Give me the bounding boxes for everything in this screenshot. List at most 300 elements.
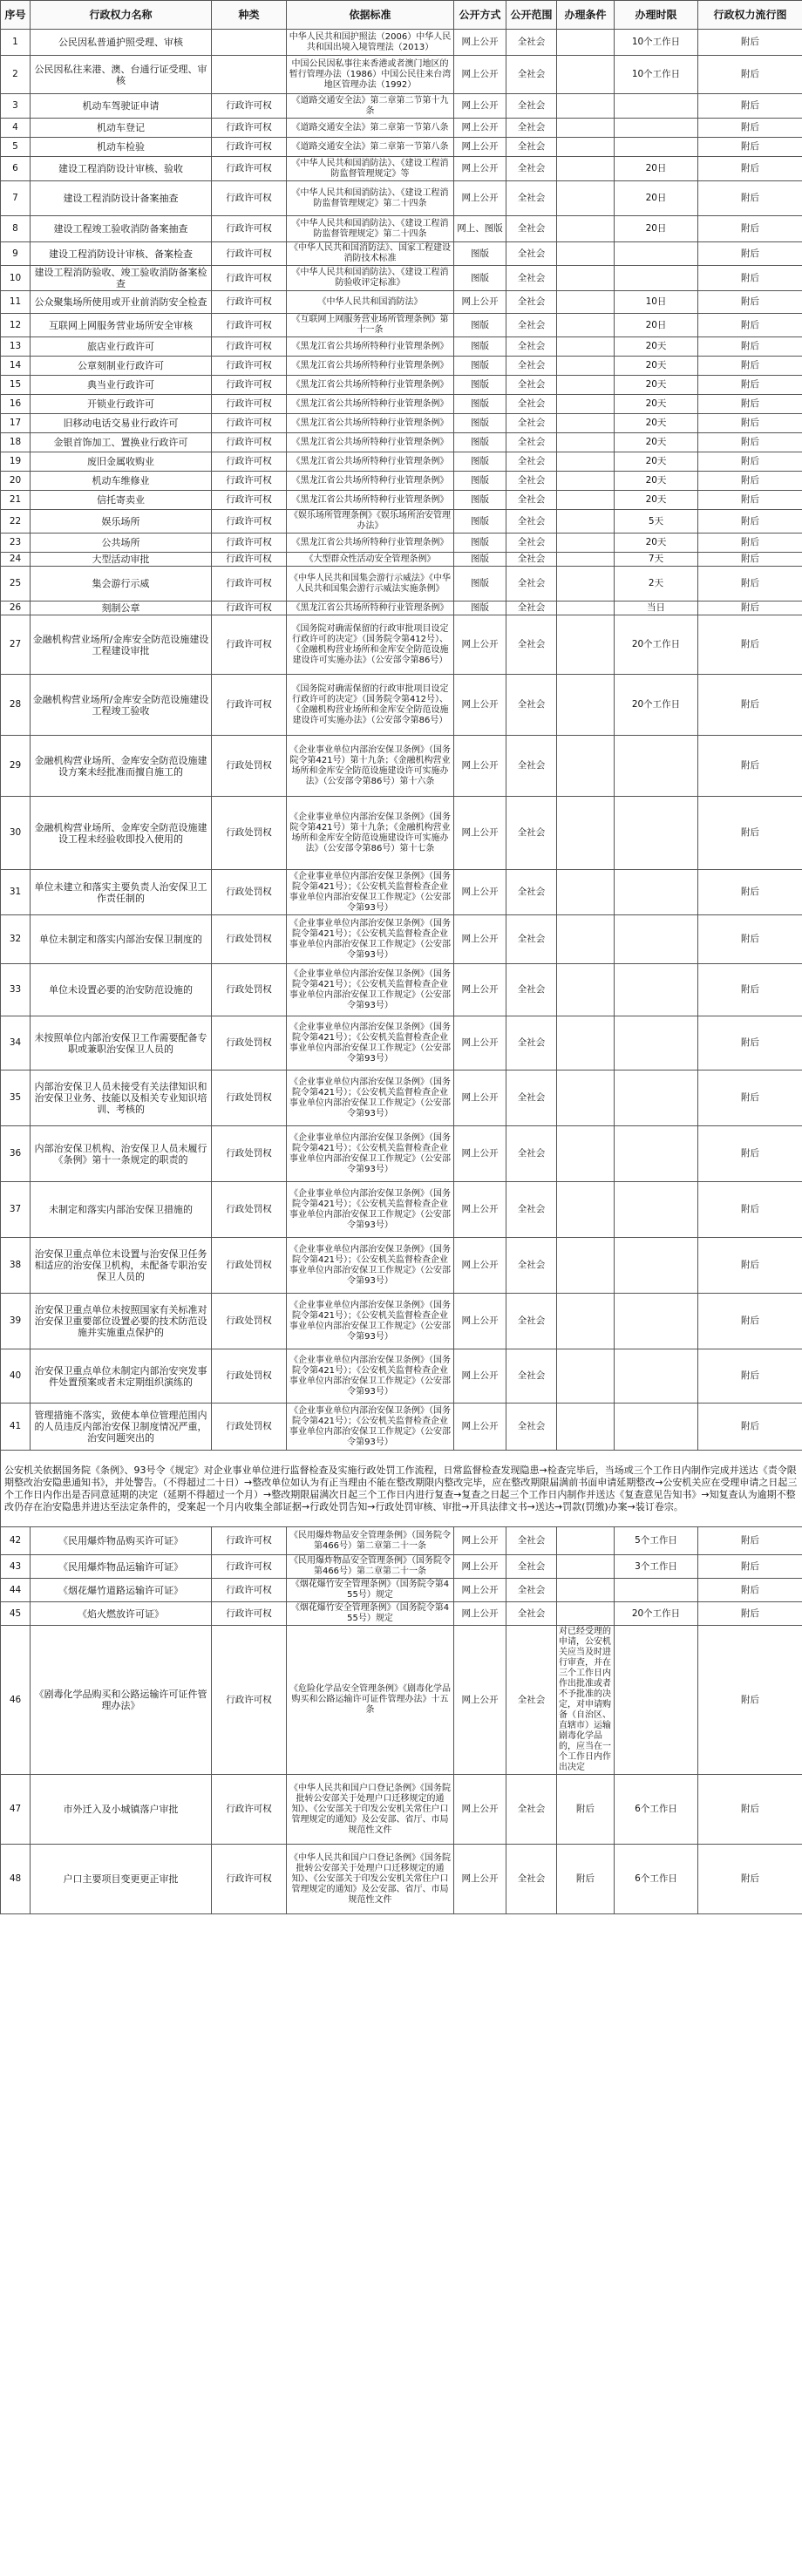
condition-cell xyxy=(557,452,615,472)
scope-cell: 全社会 xyxy=(506,472,557,491)
flowchart-cell: 附后 xyxy=(698,157,802,181)
flowchart-cell: 附后 xyxy=(698,567,802,602)
basis-cell: 《娱乐场所管理条例》《娱乐场所治安管理办法》 xyxy=(287,510,454,534)
name-cell: 刻制公章 xyxy=(31,602,212,615)
kind-cell: 行政许可权 xyxy=(212,1555,287,1579)
table-row xyxy=(1,94,802,119)
scope-cell: 全社会 xyxy=(506,1294,557,1349)
name-cell: 集会游行示威 xyxy=(31,567,212,602)
condition-cell xyxy=(557,472,615,491)
kind-cell: 行政许可权 xyxy=(212,1527,287,1555)
name-cell: 建设工程消防验收、竣工验收消防备案检查 xyxy=(31,266,212,291)
table-row xyxy=(1,602,802,615)
seq-cell: 9 xyxy=(1,242,31,266)
table-row xyxy=(1,138,802,157)
method-cell: 图版 xyxy=(454,553,506,567)
table-row xyxy=(1,534,802,553)
scope-cell: 全社会 xyxy=(506,433,557,452)
name-cell: 公众聚集场所使用或开业前消防安全检查 xyxy=(31,291,212,314)
table-row xyxy=(1,242,802,266)
table-row xyxy=(1,433,802,452)
condition-cell xyxy=(557,1602,615,1626)
name-cell: 《烟花爆竹道路运输许可证》 xyxy=(31,1579,212,1602)
flowchart-cell: 附后 xyxy=(698,491,802,510)
time-limit-cell: 10个工作日 xyxy=(615,30,698,56)
kind-cell: 行政许可权 xyxy=(212,433,287,452)
time-limit-cell: 20天 xyxy=(615,376,698,395)
column-header: 行政权力名称 xyxy=(31,1,212,30)
method-cell: 网上、图版 xyxy=(454,216,506,242)
basis-cell: 《中华人民共和国消防法》 xyxy=(287,291,454,314)
column-header: 办理时限 xyxy=(615,1,698,30)
condition-cell xyxy=(557,357,615,376)
basis-cell: 《企业事业单位内部治安保卫条例》（国务院令第421号）；《公安机关监督检查企业事业单位内部治安保卫工作规定》（公安部令第93号） xyxy=(287,1404,454,1451)
time-limit-cell: 6个工作日 xyxy=(615,1845,698,1914)
kind-cell xyxy=(212,56,287,94)
basis-cell: 《企业事业单位内部治安保卫条例》（国务院令第421号）；《公安机关监督检查企业事业单位内部治安保卫工作规定》（公安部令第93号） xyxy=(287,915,454,964)
method-cell: 网上公开 xyxy=(454,157,506,181)
scope-cell: 全社会 xyxy=(506,56,557,94)
seq-cell: 45 xyxy=(1,1602,31,1626)
scope-cell: 全社会 xyxy=(506,491,557,510)
seq-cell: 36 xyxy=(1,1126,31,1182)
kind-cell: 行政处罚权 xyxy=(212,1349,287,1404)
name-cell: 典当业行政许可 xyxy=(31,376,212,395)
time-limit-cell xyxy=(615,736,698,797)
basis-cell: 《道路交通安全法》第二章第一节第八条 xyxy=(287,138,454,157)
condition-cell xyxy=(557,138,615,157)
flowchart-cell: 附后 xyxy=(698,337,802,357)
seq-cell: 20 xyxy=(1,472,31,491)
kind-cell: 行政许可权 xyxy=(212,119,287,138)
kind-cell: 行政处罚权 xyxy=(212,736,287,797)
condition-cell xyxy=(557,291,615,314)
method-cell: 图版 xyxy=(454,452,506,472)
column-header: 序号 xyxy=(1,1,31,30)
method-cell: 网上公开 xyxy=(454,1579,506,1602)
method-cell: 网上公开 xyxy=(454,1775,506,1845)
kind-cell: 行政许可权 xyxy=(212,491,287,510)
table-row xyxy=(1,291,802,314)
name-cell: 金融机构营业场所/金库安全防范设施建设工程建设审批 xyxy=(31,615,212,675)
seq-cell: 42 xyxy=(1,1527,31,1555)
scope-cell: 全社会 xyxy=(506,915,557,964)
name-cell: 治安保卫重点单位未制定内部治安突发事件处置预案或者未定期组织演练的 xyxy=(31,1349,212,1404)
time-limit-cell xyxy=(615,870,698,915)
scope-cell: 全社会 xyxy=(506,266,557,291)
time-limit-cell: 20天 xyxy=(615,337,698,357)
name-cell: 废旧金属收购业 xyxy=(31,452,212,472)
kind-cell: 行政许可权 xyxy=(212,216,287,242)
table-body xyxy=(1,30,802,1914)
kind-cell: 行政许可权 xyxy=(212,553,287,567)
name-cell: 旅店业行政许可 xyxy=(31,337,212,357)
name-cell: 信托寄卖业 xyxy=(31,491,212,510)
seq-cell: 25 xyxy=(1,567,31,602)
seq-cell: 4 xyxy=(1,119,31,138)
flowchart-cell: 附后 xyxy=(698,357,802,376)
name-cell: 建设工程消防设计备案抽查 xyxy=(31,181,212,216)
kind-cell: 行政处罚权 xyxy=(212,915,287,964)
time-limit-cell: 20天 xyxy=(615,491,698,510)
flowchart-cell: 附后 xyxy=(698,242,802,266)
basis-cell: 《企业事业单位内部治安保卫条例》（国务院令第421号）第十九条；《金融机构营业场所和金库安全防范设施建设许可实施办法》（公安部令第86号）第十七条 xyxy=(287,797,454,870)
condition-cell xyxy=(557,553,615,567)
flowchart-cell: 附后 xyxy=(698,266,802,291)
time-limit-cell: 20日 xyxy=(615,157,698,181)
basis-cell: 《黑龙江省公共场所特种行业管理条例》 xyxy=(287,376,454,395)
seq-cell: 7 xyxy=(1,181,31,216)
condition-cell xyxy=(557,1294,615,1349)
scope-cell: 全社会 xyxy=(506,602,557,615)
condition-cell xyxy=(557,1404,615,1451)
table-row xyxy=(1,119,802,138)
process-note-row xyxy=(1,1451,802,1527)
condition-cell xyxy=(557,157,615,181)
basis-cell: 《民用爆炸物品安全管理条例》（国务院令第466号）第二章第二十一条 xyxy=(287,1555,454,1579)
basis-cell: 《企业事业单位内部治安保卫条例》（国务院令第421号）；《公安机关监督检查企业事业单位内部治安保卫工作规定》（公安部令第93号） xyxy=(287,1071,454,1126)
seq-cell: 21 xyxy=(1,491,31,510)
flowchart-cell: 附后 xyxy=(698,414,802,433)
column-header: 依据标准 xyxy=(287,1,454,30)
method-cell: 图版 xyxy=(454,602,506,615)
method-cell: 图版 xyxy=(454,567,506,602)
scope-cell: 全社会 xyxy=(506,357,557,376)
method-cell: 网上公开 xyxy=(454,1555,506,1579)
seq-cell: 5 xyxy=(1,138,31,157)
kind-cell: 行政许可权 xyxy=(212,675,287,736)
basis-cell: 《企业事业单位内部治安保卫条例》（国务院令第421号）；《公安机关监督检查企业事业单位内部治安保卫工作规定》（公安部令第93号） xyxy=(287,1238,454,1294)
scope-cell: 全社会 xyxy=(506,414,557,433)
column-header: 公开方式 xyxy=(454,1,506,30)
basis-cell: 《互联网上网服务营业场所管理条例》第十一条 xyxy=(287,314,454,337)
method-cell: 图版 xyxy=(454,266,506,291)
scope-cell: 全社会 xyxy=(506,1602,557,1626)
name-cell: 互联网上网服务营业场所安全审核 xyxy=(31,314,212,337)
basis-cell: 《中华人民共和国消防法》、国家工程建设消防技术标准 xyxy=(287,242,454,266)
name-cell: 单位未制定和落实内部治安保卫制度的 xyxy=(31,915,212,964)
condition-cell xyxy=(557,1016,615,1071)
time-limit-cell: 20天 xyxy=(615,534,698,553)
time-limit-cell: 2天 xyxy=(615,567,698,602)
method-cell: 网上公开 xyxy=(454,1602,506,1626)
flowchart-cell: 附后 xyxy=(698,1579,802,1602)
time-limit-cell: 20日 xyxy=(615,314,698,337)
seq-cell: 48 xyxy=(1,1845,31,1914)
table-row xyxy=(1,1294,802,1349)
table-row xyxy=(1,1126,802,1182)
flowchart-cell: 附后 xyxy=(698,870,802,915)
time-limit-cell: 20天 xyxy=(615,395,698,414)
name-cell: 机动车维修业 xyxy=(31,472,212,491)
basis-cell: 《中华人民共和国消防法》、《建设工程消防监督管理规定》第二十四条 xyxy=(287,216,454,242)
process-note-text: 公安机关依据国务院《条例》、93号令《规定》对企业事业单位进行监督检查及实施行政处罚工作流程，日常监督检查发现隐患→检查完毕后，当场或三个工作日内制作完成并送达《责令限期整改治安隐患通知书》，并处警告。（不得超过二十日）→整改单位如认为有正当理由不能在整改期限内整改完毕，应在整改期限届满前书面申请延期整改→公安机关应在受理申请之日起三个工作日内作出是否同意延期的决定（延期不得超过一个月）→整改期限届满次日起三个工作日内进行复查→复查之日起三个工作日内制作并送达《复查意见告知书》→知复查认为逾期不整改仍存在治安隐患并进达至法定条件的，受案起一个月内收集全部证据→行政处罚告知→行政处罚审核、审批→开具法律文书→送达→罚款(罚缴)办案→装订卷宗。 xyxy=(1,1451,802,1527)
flowchart-cell: 附后 xyxy=(698,1775,802,1845)
method-cell: 网上公开 xyxy=(454,138,506,157)
basis-cell: 《企业事业单位内部治安保卫条例》（国务院令第421号）；《公安机关监督检查企业事业单位内部治安保卫工作规定》（公安部令第93号） xyxy=(287,1349,454,1404)
time-limit-cell: 20日 xyxy=(615,216,698,242)
scope-cell: 全社会 xyxy=(506,337,557,357)
name-cell: 内部治安保卫机构、治安保卫人员未履行《条例》第十一条规定的职责的 xyxy=(31,1126,212,1182)
basis-cell: 《烟花爆竹安全管理条例》（国务院令第455号）规定 xyxy=(287,1579,454,1602)
flowchart-cell: 附后 xyxy=(698,1238,802,1294)
condition-cell xyxy=(557,30,615,56)
table-row xyxy=(1,1527,802,1555)
table-row xyxy=(1,675,802,736)
method-cell: 网上公开 xyxy=(454,675,506,736)
flowchart-cell: 附后 xyxy=(698,1071,802,1126)
table-row xyxy=(1,1016,802,1071)
basis-cell: 《黑龙江省公共场所特种行业管理条例》 xyxy=(287,433,454,452)
name-cell: 开锁业行政许可 xyxy=(31,395,212,414)
method-cell: 图版 xyxy=(454,395,506,414)
condition-cell xyxy=(557,433,615,452)
scope-cell: 全社会 xyxy=(506,1626,557,1775)
condition-cell xyxy=(557,675,615,736)
condition-cell xyxy=(557,491,615,510)
table-row xyxy=(1,491,802,510)
table-row xyxy=(1,314,802,337)
seq-cell: 10 xyxy=(1,266,31,291)
basis-cell: 《中华人民共和国消防法》、《建设工程消防验收评定标准》 xyxy=(287,266,454,291)
kind-cell: 行政处罚权 xyxy=(212,870,287,915)
time-limit-cell: 10个工作日 xyxy=(615,56,698,94)
flowchart-cell: 附后 xyxy=(698,602,802,615)
name-cell: 娱乐场所 xyxy=(31,510,212,534)
name-cell: 金融机构营业场所/金库安全防范设施建设工程竣工验收 xyxy=(31,675,212,736)
condition-cell xyxy=(557,337,615,357)
seq-cell: 33 xyxy=(1,964,31,1016)
seq-cell: 24 xyxy=(1,553,31,567)
name-cell: 户口主要项目变更更正审批 xyxy=(31,1845,212,1914)
condition-cell xyxy=(557,964,615,1016)
table-row xyxy=(1,510,802,534)
flowchart-cell: 附后 xyxy=(698,291,802,314)
condition-cell xyxy=(557,314,615,337)
name-cell: 公章刻制业行政许可 xyxy=(31,357,212,376)
name-cell: 《剧毒化学品购买和公路运输许可证件管理办法》 xyxy=(31,1626,212,1775)
name-cell: 旧移动电话交易业行政许可 xyxy=(31,414,212,433)
kind-cell: 行政许可权 xyxy=(212,395,287,414)
kind-cell: 行政许可权 xyxy=(212,138,287,157)
time-limit-cell xyxy=(615,1238,698,1294)
seq-cell: 44 xyxy=(1,1579,31,1602)
scope-cell: 全社会 xyxy=(506,1579,557,1602)
table-row xyxy=(1,1238,802,1294)
kind-cell: 行政许可权 xyxy=(212,266,287,291)
seq-cell: 38 xyxy=(1,1238,31,1294)
flowchart-cell: 附后 xyxy=(698,1126,802,1182)
scope-cell: 全社会 xyxy=(506,291,557,314)
condition-cell xyxy=(557,1555,615,1579)
scope-cell: 全社会 xyxy=(506,1775,557,1845)
condition-cell xyxy=(557,797,615,870)
scope-cell: 全社会 xyxy=(506,94,557,119)
kind-cell: 行政许可权 xyxy=(212,1602,287,1626)
scope-cell: 全社会 xyxy=(506,1238,557,1294)
method-cell: 网上公开 xyxy=(454,1845,506,1914)
table-row xyxy=(1,1579,802,1602)
method-cell: 网上公开 xyxy=(454,964,506,1016)
method-cell: 网上公开 xyxy=(454,94,506,119)
name-cell: 《民用爆炸物品购买许可证》 xyxy=(31,1527,212,1555)
method-cell: 图版 xyxy=(454,433,506,452)
table-row xyxy=(1,567,802,602)
name-cell: 未按照单位内部治安保卫工作需要配备专职或兼职治安保卫人员的 xyxy=(31,1016,212,1071)
basis-cell: 《道路交通安全法》第二章第一节第八条 xyxy=(287,119,454,138)
flowchart-cell: 附后 xyxy=(698,1016,802,1071)
name-cell: 内部治安保卫人员未接受有关法律知识和治安保卫业务、技能以及相关专业知识培训、考核的 xyxy=(31,1071,212,1126)
seq-cell: 35 xyxy=(1,1071,31,1126)
name-cell: 机动车登记 xyxy=(31,119,212,138)
name-cell: 金银首饰加工、置换业行政许可 xyxy=(31,433,212,452)
method-cell: 网上公开 xyxy=(454,1238,506,1294)
flowchart-cell: 附后 xyxy=(698,1404,802,1451)
name-cell: 机动车驾驶证申请 xyxy=(31,94,212,119)
scope-cell: 全社会 xyxy=(506,615,557,675)
basis-cell: 《民用爆炸物品安全管理条例》（国务院令第466号）第二章第二十一条 xyxy=(287,1527,454,1555)
column-header: 行政权力流行图 xyxy=(698,1,802,30)
method-cell: 网上公开 xyxy=(454,291,506,314)
scope-cell: 全社会 xyxy=(506,1016,557,1071)
kind-cell: 行政处罚权 xyxy=(212,1404,287,1451)
seq-cell: 37 xyxy=(1,1182,31,1238)
basis-cell: 《黑龙江省公共场所特种行业管理条例》 xyxy=(287,534,454,553)
flowchart-cell: 附后 xyxy=(698,1555,802,1579)
kind-cell: 行政处罚权 xyxy=(212,1126,287,1182)
table-row xyxy=(1,1775,802,1845)
seq-cell: 23 xyxy=(1,534,31,553)
basis-cell: 《黑龙江省公共场所特种行业管理条例》 xyxy=(287,491,454,510)
table-row xyxy=(1,615,802,675)
seq-cell: 14 xyxy=(1,357,31,376)
condition-cell xyxy=(557,266,615,291)
time-limit-cell xyxy=(615,1579,698,1602)
basis-cell: 《企业事业单位内部治安保卫条例》（国务院令第421号）；《公安机关监督检查企业事业单位内部治安保卫工作规定》（公安部令第93号） xyxy=(287,1016,454,1071)
time-limit-cell xyxy=(615,1126,698,1182)
table-row xyxy=(1,56,802,94)
seq-cell: 28 xyxy=(1,675,31,736)
kind-cell: 行政许可权 xyxy=(212,602,287,615)
scope-cell: 全社会 xyxy=(506,1126,557,1182)
name-cell: 金融机构营业场所、金库安全防范设施建设工程未经验收即投入使用的 xyxy=(31,797,212,870)
table-row xyxy=(1,1182,802,1238)
condition-cell xyxy=(557,181,615,216)
method-cell: 网上公开 xyxy=(454,181,506,216)
scope-cell: 全社会 xyxy=(506,1071,557,1126)
scope-cell: 全社会 xyxy=(506,1555,557,1579)
seq-cell: 6 xyxy=(1,157,31,181)
flowchart-cell: 附后 xyxy=(698,433,802,452)
name-cell: 金融机构营业场所、金库安全防范设施建设方案未经批准而擅自施工的 xyxy=(31,736,212,797)
seq-cell: 26 xyxy=(1,602,31,615)
time-limit-cell xyxy=(615,915,698,964)
scope-cell: 全社会 xyxy=(506,1527,557,1555)
seq-cell: 31 xyxy=(1,870,31,915)
scope-cell: 全社会 xyxy=(506,736,557,797)
kind-cell: 行政处罚权 xyxy=(212,964,287,1016)
kind-cell: 行政许可权 xyxy=(212,567,287,602)
time-limit-cell xyxy=(615,1294,698,1349)
time-limit-cell xyxy=(615,1016,698,1071)
flowchart-cell: 附后 xyxy=(698,510,802,534)
scope-cell: 全社会 xyxy=(506,797,557,870)
method-cell: 图版 xyxy=(454,337,506,357)
time-limit-cell xyxy=(615,94,698,119)
time-limit-cell: 20天 xyxy=(615,433,698,452)
condition-cell xyxy=(557,567,615,602)
basis-cell: 《黑龙江省公共场所特种行业管理条例》 xyxy=(287,452,454,472)
time-limit-cell xyxy=(615,1404,698,1451)
time-limit-cell: 5天 xyxy=(615,510,698,534)
time-limit-cell: 20日 xyxy=(615,181,698,216)
kind-cell xyxy=(212,30,287,56)
name-cell: 大型活动审批 xyxy=(31,553,212,567)
time-limit-cell: 20天 xyxy=(615,472,698,491)
scope-cell: 全社会 xyxy=(506,452,557,472)
time-limit-cell: 20个工作日 xyxy=(615,675,698,736)
method-cell: 网上公开 xyxy=(454,915,506,964)
flowchart-cell: 附后 xyxy=(698,216,802,242)
table-header-row xyxy=(1,1,802,30)
name-cell: 公民因私往来港、澳、台通行证受理、审核 xyxy=(31,56,212,94)
time-limit-cell: 5个工作日 xyxy=(615,1527,698,1555)
method-cell: 图版 xyxy=(454,357,506,376)
flowchart-cell: 附后 xyxy=(698,736,802,797)
flowchart-cell: 附后 xyxy=(698,1294,802,1349)
seq-cell: 15 xyxy=(1,376,31,395)
scope-cell: 全社会 xyxy=(506,119,557,138)
table-row xyxy=(1,797,802,870)
method-cell: 图版 xyxy=(454,376,506,395)
basis-cell: 《中华人民共和国集会游行示威法》《中华人民共和国集会游行示威法实施条例》 xyxy=(287,567,454,602)
time-limit-cell xyxy=(615,242,698,266)
method-cell: 网上公开 xyxy=(454,30,506,56)
kind-cell: 行政许可权 xyxy=(212,534,287,553)
flowchart-cell: 附后 xyxy=(698,472,802,491)
condition-cell xyxy=(557,1238,615,1294)
flowchart-cell: 附后 xyxy=(698,915,802,964)
condition-cell xyxy=(557,94,615,119)
condition-cell xyxy=(557,736,615,797)
name-cell: 公民因私普通护照受理、审核 xyxy=(31,30,212,56)
basis-cell: 《企业事业单位内部治安保卫条例》（国务院令第421号）；《公安机关监督检查企业事业单位内部治安保卫工作规定》（公安部令第93号） xyxy=(287,1182,454,1238)
table-row xyxy=(1,1349,802,1404)
method-cell: 图版 xyxy=(454,314,506,337)
condition-cell xyxy=(557,119,615,138)
seq-cell: 30 xyxy=(1,797,31,870)
basis-cell: 中华人民共和国护照法（2006）中华人民共和国出境入境管理法（2013） xyxy=(287,30,454,56)
scope-cell: 全社会 xyxy=(506,314,557,337)
table-row xyxy=(1,915,802,964)
basis-cell: 《黑龙江省公共场所特种行业管理条例》 xyxy=(287,414,454,433)
method-cell: 图版 xyxy=(454,242,506,266)
basis-cell: 《中华人民共和国户口登记条例》《国务院批转公安部关于处理户口迁移规定的通知》、《公安部关于印发公安机关常住户口管理规定的通知》及公安部、省厅、市局规范性文件 xyxy=(287,1775,454,1845)
time-limit-cell xyxy=(615,1626,698,1775)
seq-cell: 22 xyxy=(1,510,31,534)
scope-cell: 全社会 xyxy=(506,138,557,157)
seq-cell: 41 xyxy=(1,1404,31,1451)
table-row xyxy=(1,395,802,414)
time-limit-cell: 3个工作日 xyxy=(615,1555,698,1579)
condition-cell xyxy=(557,216,615,242)
seq-cell: 43 xyxy=(1,1555,31,1579)
condition-cell xyxy=(557,395,615,414)
scope-cell: 全社会 xyxy=(506,567,557,602)
condition-cell xyxy=(557,1182,615,1238)
method-cell: 图版 xyxy=(454,534,506,553)
table-row xyxy=(1,181,802,216)
